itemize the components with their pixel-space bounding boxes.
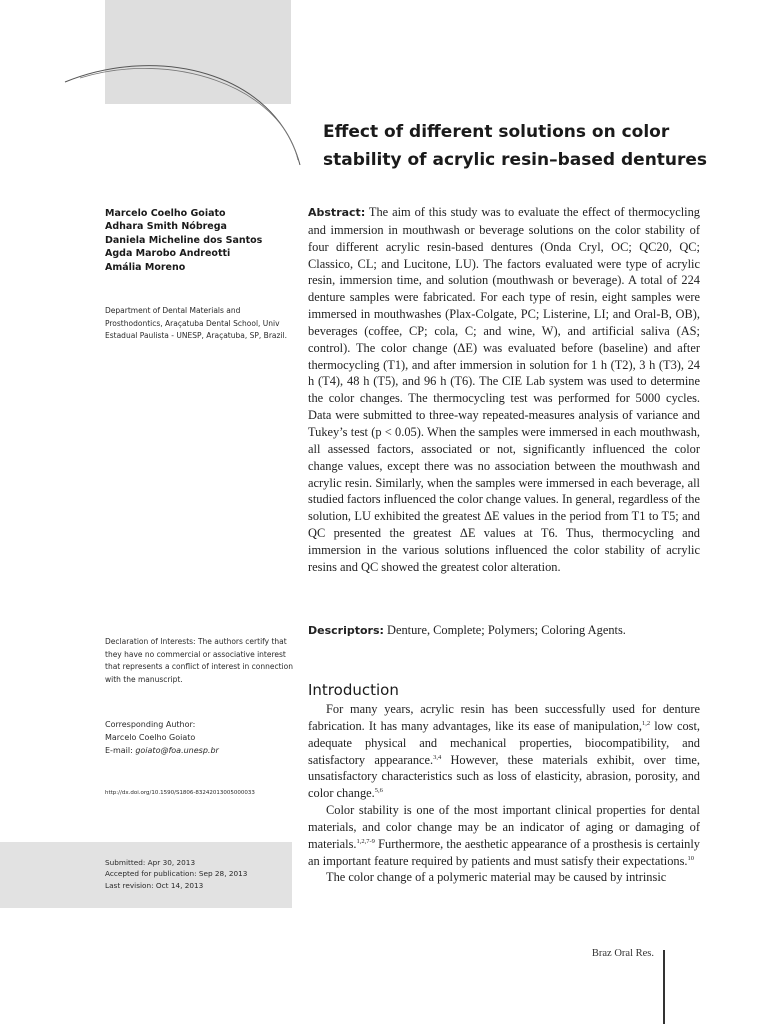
author-name: Daniela Micheline dos Santos xyxy=(105,234,263,246)
abstract xyxy=(308,204,700,576)
citation: 5,6 xyxy=(374,787,383,795)
author-name: Agda Marobo Andreotti xyxy=(105,248,231,260)
author-name: Marcelo Coelho Goiato xyxy=(105,208,226,219)
introduction-heading: Introduction xyxy=(308,681,399,699)
declaration-of-interests xyxy=(105,636,295,686)
email-address[interactable]: goiato@foa.unesp.br xyxy=(135,746,219,755)
author-list xyxy=(105,207,295,274)
intro-text: low cost, adequate physical and mechanical properties, biocompatibility, and satisfactory appearance. xyxy=(308,718,701,767)
abstract-label: Abstract: xyxy=(308,206,366,219)
introduction-body xyxy=(308,701,700,886)
descriptors-text: Denture, Complete; Polymers; Coloring Agents. xyxy=(387,623,626,637)
citation: 1,2 xyxy=(642,719,651,727)
accepted-date: Accepted for publication: Sep 28, 2013 xyxy=(105,869,248,879)
submitted-date: Submitted: Apr 30, 2013 xyxy=(105,858,196,867)
declaration-text: The authors certify that they have no commercial or associative interest that represents a conflict of interest in connection with the manuscript. xyxy=(105,637,293,684)
citation: 3,4 xyxy=(433,753,442,761)
journal-footer: Braz Oral Res. xyxy=(591,948,654,959)
revision-date: Last revision: Oct 14, 2013 xyxy=(105,880,204,890)
intro-paragraph xyxy=(308,701,700,802)
title-line-1: Effect of different solutions on color xyxy=(323,122,670,142)
corresponding-author xyxy=(105,718,295,757)
corresponding-email-line xyxy=(105,744,295,757)
footer-rule xyxy=(663,950,665,1024)
intro-paragraph: The color change of a polymeric material may be caused by intrinsic xyxy=(326,870,667,885)
abstract-text: The aim of this study was to evaluate the effect of thermocycling and immersion in mouthwash or beverage solutions on the color stability of four different acrylic resin-based dentures (Onda Cryl, OC; QC20, QC; Classico, CL; and Lucitone, LU). The factors evaluated were type of acrylic resin, immersion time, and solution (mouthwash or beverage). A total of 224 denture samples were fabricated. For each type of resin, eight samples were immersed in mouthwashes (Plax-Colgate, PC; Listerine, LI; and Oral-B, OB), beverages (coffee, CP; cola, C; and wine, W), and artificial saliva (AS; control). The color change (ΔE) was evaluated before (baseline) and after thermocycling (T1), and after immersion in solution for 1 h (T2), 3 h (T3), 24 h (T4), 48 h (T5), and 96 h (T6). The CIE Lab system was used to determine the color changes. The thermocycling test was performed for 5000 cycles. Data were submitted to three-way repeated-measures analysis of variance and Tukey’s test (p < 0.05). When the samples were immersed in each mouthwash, all assessed factors, associated or not, significantly influenced the color change values, except there was no association between the mouthwash and acrylic resin. Similarly, when the samples were immersed in each beverage, all studied factors influenced the color change values. In general, regardless of the solution, LU exhibited the greatest ΔE values in the period from T1 to T5; and QC presented the greatest ΔE values at T6. Thus, thermocycling and immersion in the various solutions influenced the color stability of acrylic resins and QC showed the greatest color alteration. xyxy=(308,205,700,574)
declaration-label: Declaration of Interests: xyxy=(105,637,196,646)
decorative-curve xyxy=(60,40,310,170)
corresponding-name: Marcelo Coelho Goiato xyxy=(105,733,196,742)
publication-dates xyxy=(105,857,295,891)
descriptors xyxy=(308,622,700,639)
intro-text: Color stability is one of the most important clinical properties for dental materials, and color change may be an indicator of aging or damaging of materials. xyxy=(308,803,700,851)
doi-link[interactable]: http://dx.doi.org/10.1590/S1806-83242013005000033 xyxy=(105,790,255,796)
article-title xyxy=(323,118,723,174)
intro-text: However, these materials exhibit, over time, unsatisfactory characteristics such as loss of elasticity, abrasion, porosity, and color change. xyxy=(308,752,700,801)
affiliation: Department of Dental Materials and Prosthodontics, Araçatuba Dental School, Univ Estadual Paulista - UNESP, Araçatuba, SP, Brazil. xyxy=(105,306,287,340)
intro-text: Furthermore, the aesthetic appearance of a prosthesis is certainly an important feature required by patients and must satisfy their expectations. xyxy=(308,836,700,868)
citation: 1,2,7-9 xyxy=(356,837,375,845)
intro-text: For many years, acrylic resin has been successfully used for denture fabrication. It has many advantages, like its ease of manipulation, xyxy=(308,702,700,733)
corresponding-label: Corresponding Author: xyxy=(105,720,196,729)
citation: 10 xyxy=(687,854,695,862)
intro-paragraph xyxy=(308,802,700,869)
email-label: E-mail: xyxy=(105,746,133,755)
author-name: Amália Moreno xyxy=(105,261,186,273)
title-line-2: stability of acrylic resin–based dentures xyxy=(323,150,708,170)
descriptors-label: Descriptors: xyxy=(308,624,384,637)
author-name: Adhara Smith Nóbrega xyxy=(105,221,227,233)
